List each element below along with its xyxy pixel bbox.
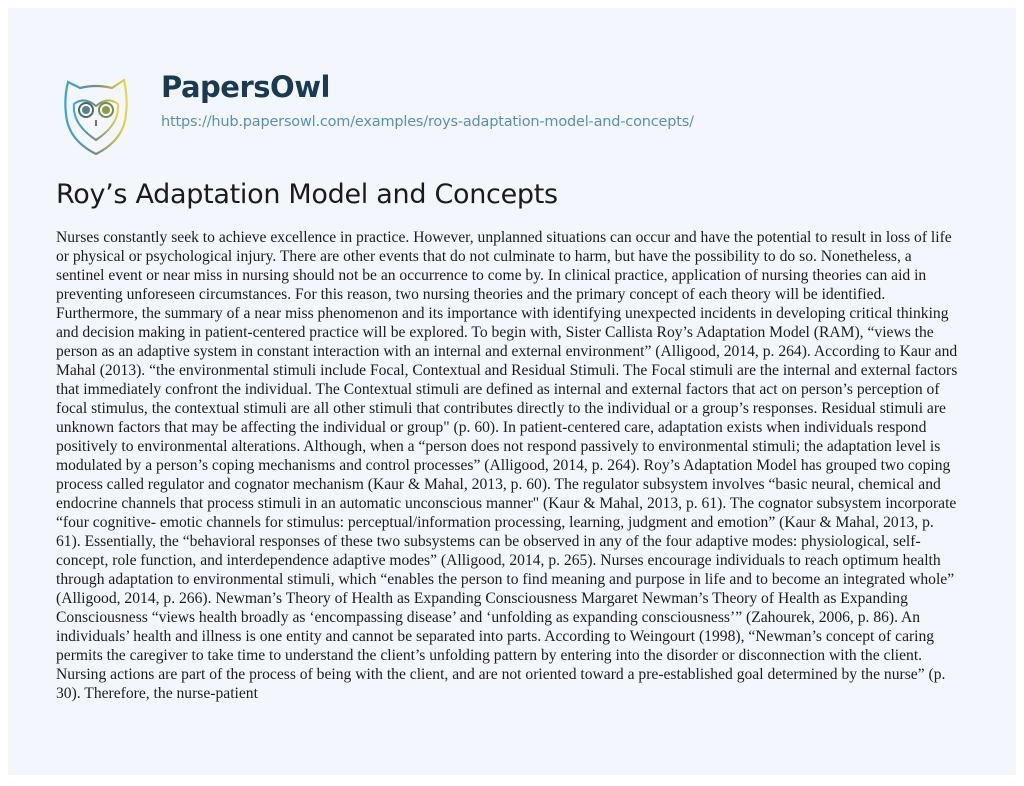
body-line: focal stimulus, the contextual stimuli are all other stimuli that contributes directly to the individual or a group’s responses. Residual stimuli are: [56, 400, 946, 417]
body-line: preventing unforeseen circumstances. For this reason, two nursing theories and the primary concept of each theory will be identified.: [56, 286, 886, 303]
article-body: [56, 228, 996, 703]
body-line: endocrine channels that process stimuli in an automatic unconscious manner" (Kaur & Mahal, 2013, p. 61). The cognator subsystem incorporate: [56, 495, 957, 512]
body-line: Furthermore, the summary of a near miss phenomenon and its importance with identifying unexpected incidents in developing critical thinking: [56, 305, 949, 322]
body-line: “four cognitive- emotic channels for stimulus: perceptual/information processing, learning, judgment and emotion” (Kaur & Mahal, 2013, p.: [56, 514, 934, 531]
body-line: 30). Therefore, the nurse-patient: [56, 685, 258, 702]
body-line: and decision making in patient-centered practice will be explored. To begin with, Sister Callista Roy’s Adaptation Model (RAM), “views the: [56, 324, 934, 341]
owl-logo-icon[interactable]: [58, 74, 134, 158]
body-line: unknown factors that may be affecting the individual or group" (p. 60). In patient-centered care, adaptation exists when individuals respond: [56, 419, 927, 436]
body-line: Mahal (2013). “the environmental stimuli include Focal, Contextual and Residual Stimuli. The Focal stimuli are the internal and external factors: [56, 362, 958, 379]
article-title: Roy’s Adaptation Model and Concepts: [56, 179, 558, 210]
body-line: Nurses constantly seek to achieve excellence in practice. However, unplanned situations can occur and have the potential to result in loss of life: [56, 229, 952, 246]
body-line: through adaptation to environmental stimuli, which “enables the person to find meaning and purpose in life and to become an integrated whole”: [56, 571, 955, 588]
body-line: process called regulator and cognator mechanism (Kaur & Mahal, 2013, p. 60). The regulator subsystem involves “basic neural, chemical and: [56, 476, 941, 493]
body-line: that immediately confront the individual. The Contextual stimuli are defined as internal and external factors that act on person’s perception of: [56, 381, 940, 398]
body-line: Nursing actions are part of the process of being with the client, and are not oriented toward a pre-established goal determined by the nurse” (p.: [56, 666, 946, 683]
body-line: individuals’ health and illness is one entity and cannot be separated into parts. According to Weingourt (1998), “Newman’s concept of caring: [56, 628, 935, 645]
body-line: positively to environmental alterations. Although, when a “person does not respond passively to environmental stimuli; the adaptation level is: [56, 438, 941, 455]
brand-name[interactable]: PapersOwl: [161, 70, 330, 104]
body-line: or physical or psychological injury. There are other events that do not culminate to harm, but have the possibility to do so. Nonetheless, a: [56, 248, 912, 265]
page-url[interactable]: https://hub.papersowl.com/examples/roys-adaptation-model-and-concepts/: [161, 114, 694, 130]
body-line: 61). Essentially, the “behavioral responses of these two subsystems can be observed in any of the four adaptive modes: physiological, self-: [56, 533, 921, 550]
body-line: concept, role function, and interdependence adaptive modes” (Alligood, 2014, p. 265). Nurses encourage individuals to reach optimum health: [56, 552, 941, 569]
body-line: modulated by a person’s coping mechanisms and control processes” (Alligood, 2014, p. 264). Roy’s Adaptation Model has grouped two coping: [56, 457, 951, 474]
body-line: (Alligood, 2014, p. 266). Newman’s Theory of Health as Expanding Consciousness Margaret Newman’s Theory of Health as Expanding: [56, 590, 908, 607]
body-line: sentinel event or near miss in nursing should not be an occurrence to come by. In clinical practice, application of nursing theories can aid in: [56, 267, 927, 284]
body-line: Consciousness “views health broadly as ‘encompassing disease’ and ‘unfolding as expanding consciousness’” (Zahourek, 2006, p. 86). An: [56, 609, 921, 626]
body-line: permits the caregiver to take time to understand the client’s unfolding pattern by entering into the disorder or disconnection with the client.: [56, 647, 923, 664]
page-panel: [8, 8, 1016, 775]
body-line: person as an adaptive system in constant interaction with an internal and external environment” (Alligood, 2014, p. 264). According to Kaur and: [56, 343, 958, 360]
